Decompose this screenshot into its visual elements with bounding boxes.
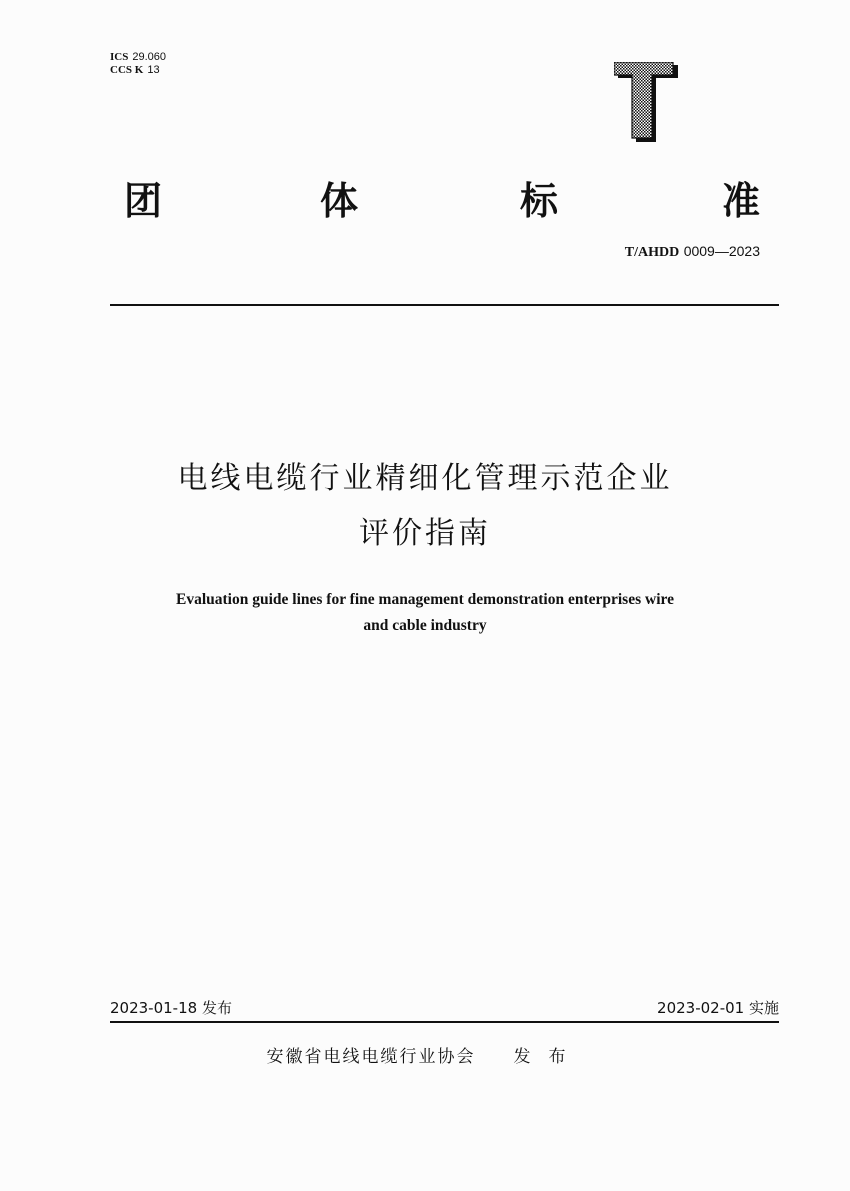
footer-divider: [110, 1021, 779, 1023]
ccs-letter: K: [134, 64, 144, 76]
standard-number-value: 0009—2023: [683, 243, 760, 259]
standard-number: [625, 242, 760, 262]
standard-number-prefix: T/AHDD: [624, 245, 680, 260]
title-zh-line2: 评价指南: [359, 516, 491, 551]
publisher-action: 发布: [513, 1047, 584, 1067]
implement-date: 2023-02-01 实施: [657, 999, 779, 1017]
title-zh-line1: 电线电缆行业精细化管理示范企业: [177, 461, 673, 496]
ics-label: ICS: [110, 51, 129, 63]
t-standard-logo-icon: [614, 62, 678, 142]
standard-type-char: 体: [320, 179, 359, 223]
ics-code: [110, 51, 166, 64]
issue-date: 2023-01-18 发布: [110, 999, 232, 1017]
publisher: [0, 1045, 850, 1069]
publisher-name: 安徽省电线电缆行业协会: [266, 1047, 476, 1067]
title-en-line2: and cable industry: [363, 617, 487, 634]
ccs-value: 13: [147, 64, 160, 76]
header-divider: [110, 304, 779, 306]
standard-type-char: 团: [124, 179, 163, 223]
ics-value: 29.060: [132, 51, 166, 63]
standard-type-char: 标: [520, 179, 559, 223]
title-en-line1: Evaluation guide lines for fine management demonstration enterprises wire: [176, 591, 674, 608]
standard-type-char: 准: [722, 179, 761, 223]
ccs-label: CCS: [110, 64, 133, 76]
ccs-code: [110, 64, 160, 77]
